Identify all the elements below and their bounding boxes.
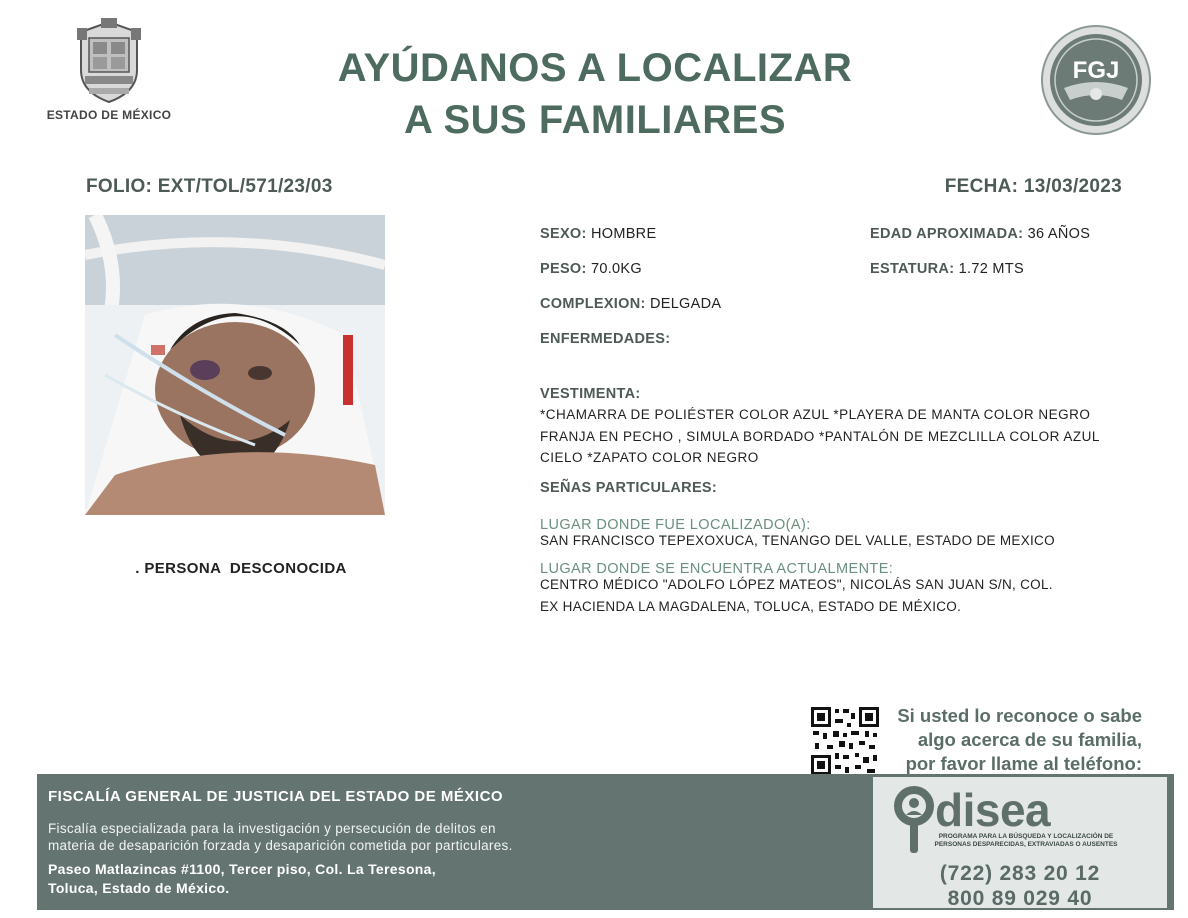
estatura-field — [870, 261, 1024, 277]
footer-address-line-1: Paseo Matlazincas #1100, Tercer piso, Col. La Teresona, — [48, 861, 436, 877]
fgj-logo — [1040, 24, 1152, 136]
odisea-panel — [873, 777, 1167, 908]
folio — [86, 176, 333, 198]
title-line-2: A SUS FAMILIARES — [403, 98, 787, 142]
callout-line-3: por favor llame al teléfono: — [905, 753, 1142, 774]
fecha-value: 13/03/2023 — [1023, 176, 1122, 197]
estado-de-mexico-logo — [44, 18, 174, 130]
footer-description-line-1: Fiscalía especializada para la investigación y persecución de delitos en — [48, 821, 496, 836]
odisea-magnifier-icon — [893, 785, 935, 855]
lugar-actual-line-1: CENTRO MÉDICO "ADOLFO LÓPEZ MATEOS", NICOLÁS SAN JUAN S/N, COL. — [540, 577, 1053, 592]
edad-field — [870, 226, 1090, 242]
estado-de-mexico-caption: ESTADO DE MÉXICO — [46, 108, 172, 122]
peso-value: 70.0KG — [590, 261, 642, 277]
vestimenta-value: *CHAMARRA DE POLIÉSTER COLOR AZUL *PLAYERA DE MANTA COLOR NEGRO FRANJA EN PECHO , SIMULA BORDADO *PANTALÓN DE MEZCLILLA COLOR AZUL CIELO *ZAPATO COLOR NEGRO — [540, 407, 1100, 465]
phone-number-1[interactable]: (722) 283 20 12 — [939, 862, 1101, 885]
complexion-field — [540, 296, 721, 312]
fecha-label: FECHA: — [944, 176, 1019, 197]
folio-label: FOLIO: — [86, 176, 153, 197]
lugar-localizado-value: SAN FRANCISCO TEPEXOXUCA, TENANGO DEL VALLE, ESTADO DE MEXICO — [540, 533, 1055, 548]
peso-field — [540, 261, 642, 277]
person-photo — [85, 215, 385, 515]
edad-label: EDAD APROXIMADA: — [870, 226, 1024, 242]
footer-band — [37, 774, 1174, 910]
callout-line-2: algo acerca de su familia, — [917, 729, 1142, 750]
lugar-actual-line-2: EX HACIENDA LA MAGDALENA, TOLUCA, ESTADO DE MÉXICO. — [540, 599, 962, 614]
sexo-field — [540, 226, 656, 242]
qr-code[interactable] — [809, 705, 881, 777]
senas-particulares-label: SEÑAS PARTICULARES: — [540, 480, 718, 496]
sexo-label: SEXO: — [540, 226, 587, 242]
coat-of-arms-icon — [71, 18, 147, 104]
odisea-wordmark: disea — [935, 784, 1051, 836]
fgj-logo-text: FGJ — [1072, 57, 1120, 84]
sexo-value: HOMBRE — [590, 226, 657, 242]
footer-description-line-2: materia de desaparición forzada y desaparición cometida por particulares. — [48, 838, 513, 853]
phone-number-2[interactable]: 800 89 029 40 — [947, 887, 1093, 910]
fgj-seal-icon — [1040, 24, 1152, 136]
estatura-label: ESTATURA: — [870, 261, 955, 277]
lugar-localizado-label: LUGAR DONDE FUE LOCALIZADO(A): — [540, 517, 811, 533]
complexion-value: DELGADA — [649, 296, 722, 312]
qr-code-icon — [809, 705, 881, 777]
odisea-subtitle: PROGRAMA PARA LA BÚSQUEDA Y LOCALIZACIÓN DE PERSONAS DESPARECIDAS, EXTRAVIADAS O AUSENTES — [934, 833, 1118, 848]
fecha — [945, 176, 1122, 198]
footer-address — [48, 860, 648, 898]
person-photo-image — [85, 215, 385, 515]
folio-value: EXT/TOL/571/23/03 — [157, 176, 333, 197]
lugar-actual-label: LUGAR DONDE SE ENCUENTRA ACTUALMENTE: — [540, 561, 894, 577]
estatura-value: 1.72 MTS — [958, 261, 1024, 277]
complexion-label: COMPLEXION: — [540, 296, 646, 312]
footer-title: FISCALÍA GENERAL DE JUSTICIA DEL ESTADO DE MÉXICO — [48, 788, 504, 805]
enfermedades-label: ENFERMEDADES: — [540, 331, 671, 347]
photo-caption: . PERSONA DESCONOCIDA — [135, 560, 347, 577]
page-title — [250, 42, 940, 146]
footer-address-line-2: Toluca, Estado de México. — [48, 880, 230, 896]
peso-label: PESO: — [540, 261, 587, 277]
callout-line-1: Si usted lo reconoce o sabe — [897, 705, 1142, 726]
footer-description — [48, 820, 648, 854]
contact-callout — [880, 704, 1142, 776]
title-line-1: AYÚDANOS A LOCALIZAR — [337, 46, 853, 90]
vestimenta-label: VESTIMENTA: — [540, 386, 641, 402]
edad-value: 36 AÑOS — [1027, 226, 1091, 242]
